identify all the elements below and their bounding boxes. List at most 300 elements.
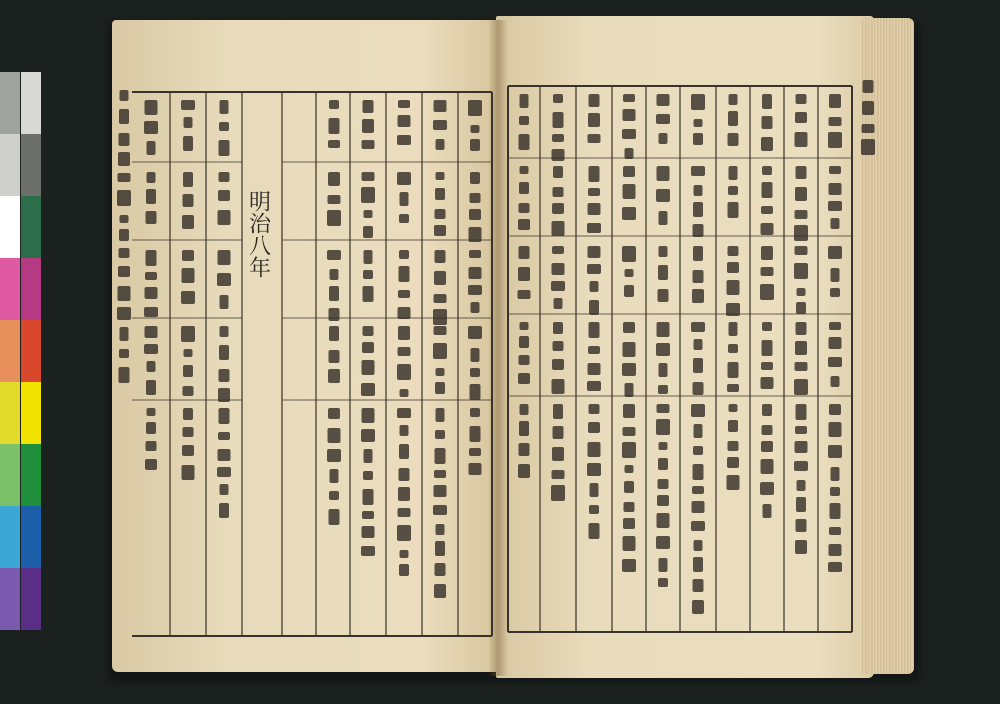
brush-glyph — [760, 482, 774, 495]
brush-glyph — [147, 361, 156, 372]
brush-glyph — [658, 385, 668, 394]
brush-glyph — [329, 350, 340, 363]
brush-glyph — [183, 136, 193, 151]
brush-glyph — [329, 491, 339, 500]
brush-glyph — [692, 501, 705, 513]
brush-glyph — [553, 112, 564, 128]
brush-glyph — [587, 381, 601, 391]
brush-glyph — [217, 273, 231, 286]
brush-glyph — [796, 519, 807, 532]
brush-glyph — [694, 424, 703, 438]
brush-glyph — [118, 173, 131, 182]
brush-glyph — [657, 94, 670, 106]
brush-glyph — [831, 376, 840, 387]
brush-glyph — [830, 503, 841, 519]
brush-glyph — [551, 485, 565, 501]
brush-glyph — [398, 347, 411, 356]
brush-glyph — [795, 132, 808, 147]
brush-glyph — [145, 326, 158, 338]
brush-glyph — [218, 250, 231, 265]
brush-glyph — [693, 464, 704, 480]
brush-glyph — [328, 172, 340, 186]
brush-glyph — [728, 202, 739, 218]
brush-glyph — [119, 229, 129, 241]
brush-glyph — [761, 223, 774, 235]
brush-glyph — [520, 166, 529, 174]
brush-glyph — [728, 362, 739, 378]
brush-glyph — [400, 550, 409, 558]
brush-glyph — [219, 408, 230, 424]
brush-glyph — [693, 270, 704, 283]
brush-glyph — [329, 286, 339, 301]
brush-glyph — [434, 470, 446, 478]
brush-glyph — [147, 408, 156, 416]
brush-glyph — [220, 295, 229, 309]
brush-glyph — [794, 461, 808, 471]
brush-glyph — [146, 211, 157, 224]
brush-glyph — [587, 463, 601, 476]
brush-glyph — [436, 139, 445, 150]
brush-glyph — [553, 426, 564, 439]
brush-glyph — [184, 349, 193, 357]
brush-glyph — [829, 404, 841, 415]
brush-glyph — [693, 579, 704, 592]
brush-glyph — [658, 265, 668, 280]
brush-glyph — [694, 540, 703, 551]
brush-glyph — [623, 109, 636, 121]
brush-glyph — [762, 94, 772, 109]
brush-glyph — [117, 190, 131, 206]
brush-glyph — [589, 322, 600, 338]
brush-glyph — [693, 557, 703, 572]
brush-glyph — [761, 459, 774, 474]
brush-glyph — [470, 368, 480, 377]
brush-glyph — [762, 425, 773, 435]
brush-glyph — [398, 307, 411, 319]
brush-glyph — [797, 288, 806, 296]
brush-glyph — [588, 113, 600, 127]
brush-glyph — [218, 190, 230, 201]
brush-glyph — [183, 172, 193, 187]
brush-glyph — [183, 386, 194, 396]
brush-glyph — [625, 383, 634, 397]
brush-glyph — [219, 140, 230, 156]
brush-glyph — [656, 114, 670, 124]
brush-glyph — [623, 342, 636, 357]
brush-glyph — [622, 207, 636, 220]
brush-glyph — [436, 172, 445, 180]
brush-glyph — [144, 121, 158, 134]
brush-glyph — [552, 246, 564, 254]
brush-glyph — [519, 134, 530, 150]
brush-glyph — [553, 322, 563, 334]
brush-glyph — [795, 246, 808, 255]
brush-glyph — [362, 140, 375, 149]
brush-glyph — [659, 363, 668, 377]
brush-glyph — [328, 428, 341, 443]
brush-glyph — [587, 264, 601, 274]
brush-glyph — [519, 182, 529, 194]
brush-glyph — [623, 322, 635, 333]
brush-glyph — [219, 172, 230, 182]
brush-glyph — [119, 349, 129, 358]
brush-glyph — [182, 215, 194, 229]
brush-glyph — [471, 125, 480, 133]
brush-glyph — [363, 326, 374, 336]
brush-glyph — [398, 326, 410, 340]
brush-glyph — [623, 94, 635, 102]
brush-glyph — [726, 303, 740, 316]
brush-glyph — [399, 564, 409, 576]
brush-glyph — [693, 224, 704, 237]
brush-glyph — [795, 112, 807, 123]
brush-glyph — [589, 166, 600, 182]
brush-glyph — [796, 302, 806, 314]
brush-glyph — [829, 322, 841, 330]
brush-glyph — [763, 504, 772, 518]
brush-glyph — [656, 189, 670, 202]
brush-glyph — [330, 269, 339, 280]
brush-glyph — [829, 544, 842, 556]
brush-glyph — [831, 218, 840, 229]
brush-glyph — [518, 373, 530, 384]
brush-glyph — [363, 270, 373, 279]
brush-glyph — [588, 363, 601, 375]
brush-glyph — [363, 489, 374, 505]
brush-glyph — [728, 344, 738, 353]
brush-glyph — [588, 246, 601, 258]
brush-glyph — [397, 525, 411, 541]
brush-glyph — [795, 341, 807, 355]
brush-glyph — [658, 479, 669, 489]
brush-glyph — [553, 404, 563, 419]
brush-glyph — [828, 201, 842, 211]
brush-glyph — [691, 521, 705, 531]
brush-glyph — [520, 404, 529, 415]
brush-glyph — [728, 441, 739, 451]
brush-glyph — [519, 246, 530, 259]
brush-glyph — [362, 119, 374, 133]
brush-glyph — [362, 342, 374, 353]
brush-glyph — [794, 263, 808, 279]
brush-glyph — [181, 291, 195, 304]
brush-glyph — [760, 284, 774, 300]
brush-glyph — [468, 326, 482, 339]
brush-glyph — [399, 444, 409, 459]
brush-glyph — [329, 509, 340, 525]
brush-glyph — [796, 497, 806, 512]
brush-glyph — [727, 475, 740, 490]
brush-glyph — [658, 458, 668, 470]
brush-glyph — [434, 485, 447, 497]
brush-glyph — [588, 422, 600, 433]
brush-glyph — [588, 442, 601, 457]
brush-glyph — [182, 445, 194, 456]
brush-glyph — [120, 215, 129, 223]
brush-glyph — [761, 441, 773, 452]
brush-glyph — [146, 422, 156, 434]
brush-glyph — [552, 263, 565, 275]
brush-glyph — [435, 541, 445, 556]
brush-glyph — [147, 141, 156, 155]
brush-glyph — [623, 536, 636, 551]
era-heading: 明治八年 — [245, 190, 271, 278]
brush-glyph — [829, 117, 842, 126]
brush-glyph — [589, 404, 600, 414]
brush-glyph — [397, 408, 411, 418]
brush-glyph — [691, 404, 705, 417]
brush-glyph — [397, 364, 411, 380]
brush-glyph — [659, 558, 668, 572]
brush-glyph — [831, 268, 840, 282]
brush-glyph — [553, 94, 563, 103]
brush-glyph — [329, 308, 340, 321]
brush-glyph — [729, 404, 738, 412]
brush-glyph — [796, 166, 807, 179]
brush-glyph — [362, 360, 375, 375]
brush-glyph — [761, 206, 773, 214]
brush-glyph — [145, 287, 158, 299]
brush-glyph — [692, 600, 704, 614]
brush-glyph — [433, 343, 447, 359]
brush-glyph — [623, 427, 636, 436]
brush-glyph — [796, 94, 807, 104]
brush-glyph — [829, 527, 841, 535]
brush-glyph — [659, 442, 668, 450]
brush-glyph — [471, 348, 480, 362]
brush-glyph — [147, 172, 156, 183]
brush-glyph — [145, 459, 157, 470]
brush-glyph — [144, 344, 158, 354]
brush-glyph — [829, 422, 842, 437]
brush-glyph — [329, 118, 340, 134]
brush-glyph — [829, 337, 842, 349]
brush-glyph — [469, 448, 481, 456]
brush-glyph — [588, 134, 601, 143]
brush-glyph — [794, 225, 808, 241]
brush-glyph — [364, 250, 373, 264]
brush-glyph — [361, 187, 375, 203]
brush-glyph — [400, 389, 409, 397]
brush-glyph — [397, 172, 411, 185]
brush-glyph — [219, 369, 230, 382]
brush-glyph — [220, 484, 229, 495]
brush-glyph — [363, 471, 373, 480]
brush-glyph — [693, 382, 704, 395]
brush-glyph — [146, 189, 156, 204]
brush-glyph — [329, 100, 339, 109]
brush-glyph — [434, 326, 447, 335]
brush-glyph — [433, 120, 447, 130]
brush-glyph — [828, 562, 842, 572]
brush-glyph — [589, 523, 600, 539]
brush-glyph — [657, 495, 669, 506]
brush-glyph — [658, 289, 669, 302]
brush-glyph — [398, 508, 411, 517]
brush-glyph — [144, 307, 158, 317]
brush-glyph — [146, 441, 157, 451]
brush-glyph — [328, 408, 340, 419]
brush-glyph — [831, 467, 840, 481]
brush-glyph — [182, 465, 195, 480]
brush-glyph — [656, 536, 670, 549]
brush-glyph — [656, 419, 670, 435]
brush-glyph — [693, 133, 703, 145]
brush-glyph — [623, 518, 635, 529]
brush-glyph — [400, 425, 409, 436]
brush-glyph — [470, 193, 481, 203]
brush-glyph — [183, 194, 194, 207]
brush-glyph — [728, 133, 739, 146]
brush-glyph — [184, 117, 193, 128]
brush-glyph — [553, 166, 563, 178]
brush-glyph — [434, 100, 447, 112]
brush-glyph — [861, 139, 875, 155]
brush-glyph — [518, 267, 530, 281]
brush-glyph — [519, 443, 530, 456]
brush-glyph — [327, 210, 341, 226]
brush-glyph — [552, 221, 565, 236]
brush-glyph — [729, 322, 738, 336]
brush-glyph — [435, 209, 446, 219]
brush-glyph — [518, 290, 531, 299]
brush-glyph — [181, 326, 195, 342]
brush-glyph — [471, 302, 480, 313]
brush-glyph — [218, 449, 231, 461]
brush-glyph — [519, 355, 530, 365]
brush-glyph — [434, 294, 447, 303]
brush-glyph — [362, 511, 374, 519]
brush-glyph — [691, 94, 705, 110]
brush-glyph — [761, 246, 773, 260]
brush-glyph — [436, 368, 445, 376]
brush-glyph — [622, 246, 636, 262]
brush-glyph — [659, 246, 668, 257]
brush-glyph — [470, 172, 480, 184]
brush-glyph — [118, 286, 131, 301]
brush-glyph — [692, 486, 704, 494]
brush-glyph — [728, 420, 738, 432]
brush-glyph — [181, 100, 195, 110]
brush-glyph — [398, 100, 410, 108]
brush-glyph — [589, 300, 599, 315]
brush-glyph — [693, 246, 703, 261]
brush-glyph — [182, 250, 194, 261]
brush-glyph — [519, 421, 529, 436]
brush-glyph — [552, 470, 565, 479]
brush-glyph — [219, 122, 229, 131]
brush-glyph — [182, 268, 195, 283]
brush-glyph — [795, 426, 807, 434]
brush-glyph — [552, 134, 564, 142]
brush-glyph — [469, 209, 481, 220]
brush-glyph — [551, 281, 565, 291]
brush-glyph — [398, 115, 411, 127]
brush-glyph — [470, 426, 481, 442]
brush-glyph — [470, 139, 480, 151]
brush-glyph — [728, 186, 738, 195]
brush-glyph — [657, 404, 670, 413]
brush-glyph — [220, 326, 229, 337]
brush-glyph — [119, 133, 130, 146]
brush-glyph — [762, 340, 773, 356]
brush-glyph — [362, 408, 375, 423]
brush-glyph — [469, 250, 481, 258]
brush-glyph — [729, 166, 738, 180]
brush-glyph — [328, 140, 340, 148]
brush-glyph — [363, 226, 373, 238]
brush-glyph — [694, 185, 703, 196]
brush-glyph — [217, 467, 231, 477]
brush-glyph — [794, 379, 808, 395]
brush-glyph — [796, 404, 807, 420]
brush-glyph — [624, 502, 635, 512]
brush-glyph — [693, 358, 703, 373]
brush-glyph — [729, 94, 738, 105]
brush-glyph — [588, 188, 600, 196]
brush-glyph — [183, 427, 194, 437]
brush-glyph — [363, 100, 374, 113]
brush-glyph — [364, 449, 373, 463]
brush-glyph — [399, 250, 409, 259]
brush-glyph — [694, 339, 703, 350]
brush-glyph — [552, 447, 564, 461]
brush-glyph — [361, 429, 375, 442]
brush-glyph — [624, 481, 634, 493]
brush-glyph — [691, 166, 705, 176]
brush-glyph — [468, 285, 482, 295]
brush-glyph — [553, 341, 564, 351]
brush-glyph — [145, 100, 158, 115]
brush-glyph — [218, 432, 230, 440]
brush-glyph — [435, 448, 446, 464]
brush-glyph — [691, 322, 705, 332]
brush-glyph — [762, 116, 773, 129]
brush-glyph — [657, 166, 670, 181]
brush-glyph — [399, 214, 409, 223]
brush-glyph — [762, 322, 772, 331]
brush-glyph — [328, 369, 340, 383]
brush-glyph — [469, 463, 482, 475]
brush-glyph — [435, 563, 446, 576]
brush-glyph — [830, 487, 840, 496]
brush-glyph — [622, 129, 636, 139]
brush-glyph — [761, 377, 774, 389]
brush-glyph — [519, 203, 530, 213]
brush-glyph — [119, 109, 129, 124]
brush-glyph — [361, 546, 375, 556]
brush-glyph — [829, 183, 842, 195]
brush-glyph — [553, 187, 564, 197]
brush-glyph — [692, 289, 704, 303]
brush-glyph — [554, 298, 563, 309]
brush-glyph — [761, 267, 774, 276]
brush-glyph — [795, 187, 807, 201]
brush-glyph — [146, 250, 157, 266]
brush-glyph — [625, 465, 634, 473]
brush-glyph — [829, 94, 841, 108]
brush-glyph — [117, 307, 131, 320]
brush-glyph — [656, 343, 670, 356]
brush-glyph — [119, 248, 130, 258]
brush-glyph — [362, 172, 375, 181]
brush-glyph — [588, 346, 600, 354]
brush-glyph — [520, 322, 529, 330]
brush-glyph — [588, 203, 601, 215]
brush-glyph — [728, 246, 739, 256]
brush-glyph — [693, 446, 703, 455]
brush-glyph — [693, 202, 703, 217]
